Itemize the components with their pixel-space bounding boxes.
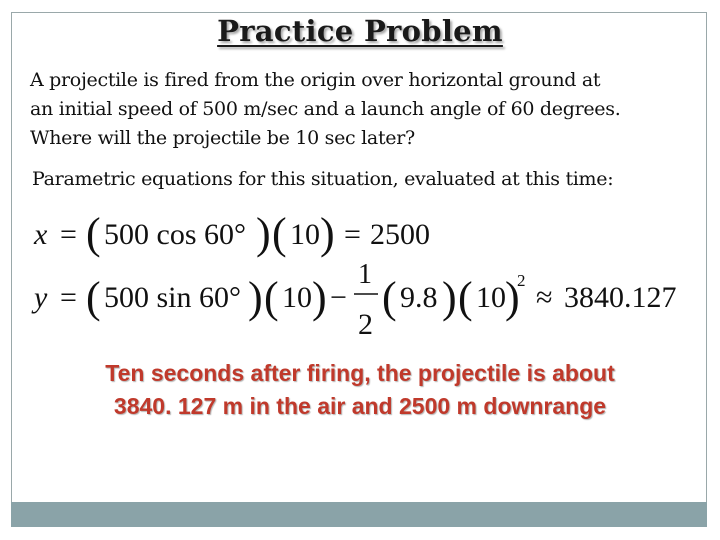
paren-open-icon: (	[272, 209, 287, 258]
problem-line: Where will the projectile be 10 sec later?	[30, 127, 415, 149]
eq-y-result: 3840.127	[564, 281, 677, 314]
paren-open-icon: (	[458, 273, 473, 322]
eq-x-time: 10	[290, 218, 320, 251]
paren-close-icon: )	[312, 273, 327, 322]
paren-open-icon: (	[86, 273, 101, 322]
paren-close-icon: )	[256, 209, 271, 258]
footer-bar	[11, 502, 707, 527]
eq-x-speed-trig: 500 cos 60°	[104, 218, 246, 251]
eq-y-minus: −	[330, 281, 347, 314]
problem-line: an initial speed of 500 m/sec and a launch angle of 60 degrees.	[30, 98, 621, 120]
eq-y-time-squared-base: 10	[476, 281, 506, 314]
eq-y-exponent: 2	[517, 271, 526, 290]
eq-y-gravity: 9.8	[400, 281, 438, 314]
problem-line: A projectile is fired from the origin over horizontal ground at	[30, 69, 601, 91]
eq-y-time: 10	[282, 281, 312, 314]
eq-y-fraction-numerator: 1	[358, 259, 372, 290]
eq-y-speed-trig: 500 sin 60°	[104, 281, 242, 314]
conclusion-line: Ten seconds after firing, the projectile is about	[105, 360, 615, 386]
eq-y-variable: y	[34, 281, 48, 314]
eq-y-equals: =	[60, 281, 77, 314]
eq-x-equals: =	[60, 218, 77, 251]
paren-close-icon: )	[248, 273, 263, 322]
paren-close-icon: )	[320, 209, 335, 258]
eq-x-variable: x	[34, 218, 48, 251]
eq-x-result: 2500	[370, 218, 430, 251]
conclusion-line: 3840. 127 m in the air and 2500 m downrange	[113, 393, 607, 419]
paren-open-icon: (	[264, 273, 279, 322]
conclusion-text	[0, 357, 720, 423]
slide-title: Practice Problem	[217, 14, 503, 48]
paren-open-icon: (	[86, 209, 101, 258]
paren-close-icon: )	[505, 273, 520, 322]
paren-open-icon: (	[382, 273, 397, 322]
eq-y-approx: ≈	[536, 281, 553, 314]
eq-x-result-equals: =	[344, 218, 361, 251]
paren-close-icon: )	[442, 273, 457, 322]
equations-intro: Parametric equations for this situation, evaluated at this time:	[32, 168, 614, 190]
eq-y-fraction-denominator: 2	[358, 308, 373, 341]
problem-statement	[30, 66, 702, 153]
